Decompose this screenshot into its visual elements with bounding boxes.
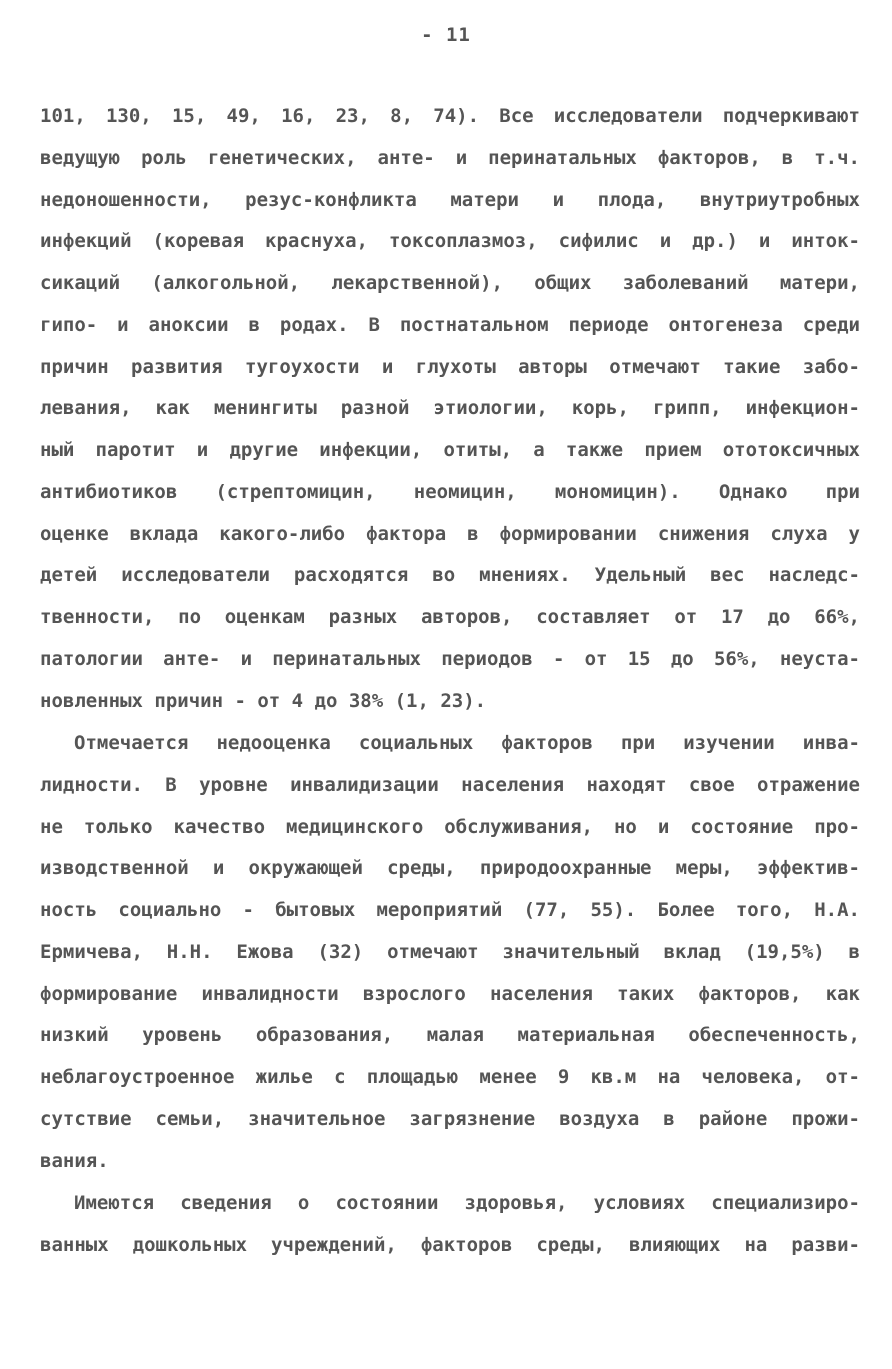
text-line: ванных дошкольных учреждений, факторов среды, влияющих на разви- [40, 1233, 860, 1256]
text-line: не только качество медицинского обслуживания, но и состояние про- [40, 815, 860, 838]
page-number: - 11 [421, 24, 471, 46]
text-line: инфекций (коревая краснуха, токсоплазмоз, сифилис и др.) и инток- [40, 230, 860, 253]
text-line: ный паротит и другие инфекции, отиты, а также прием ототоксичных [40, 439, 860, 461]
text-line: ведущую роль генетических, анте- и перинатальных факторов, в т.ч. [40, 146, 860, 169]
text-line: детей исследователи расходятся во мнениях. Удельный вес наследс- [40, 564, 860, 587]
text-line: формирование инвалидности взрослого населения таких факторов, как [40, 982, 860, 1005]
text-line: Ермичева, Н.Н. Ежова (32) отмечают значительный вклад (19,5%) в [40, 940, 860, 963]
text-line: левания, как менингиты разной этиологии, корь, грипп, инфекцион- [40, 397, 860, 420]
text-line: Отмечается недооценка социальных факторов при изучении инва- [74, 732, 860, 754]
text-line: антибиотиков (стрептомицин, неомицин, мономицин). Однако при [40, 480, 860, 503]
text-line: ность социально - бытовых мероприятий (77, 55). Более того, Н.А. [40, 899, 860, 921]
text-line: сикаций (алкогольной, лекарственной), общих заболеваний матери, [40, 272, 860, 294]
text-line: новленных причин - от 4 до 38% (1, 23). [40, 689, 487, 712]
text-line: 101, 130, 15, 49, 16, 23, 8, 74). Все исследователи подчеркивают [40, 105, 860, 127]
text-line: изводственной и окружающей среды, природоохранные меры, эффектив- [40, 857, 860, 880]
text-line: сутствие семьи, значительное загрязнение воздуха в районе прожи- [40, 1107, 860, 1130]
text-line: патологии анте- и перинатальных периодов - от 15 до 56%, неуста- [40, 647, 860, 670]
paragraph-3 [40, 1183, 860, 1267]
text-line: вания. [40, 1149, 109, 1172]
text-line: гипо- и аноксии в родах. В постнатальном периоде онтогенеза среди [40, 313, 860, 336]
text-line: оценке вклада какого-либо фактора в формировании снижения слуха у [40, 522, 860, 545]
paragraph-2 [40, 723, 860, 1182]
text-line: твенности, по оценкам разных авторов, составляет от 17 до 66%, [40, 606, 860, 628]
text-line: лидности. В уровне инвалидизации населения находят свое отражение [40, 773, 860, 796]
text-line: неблагоустроенное жилье с площадью менее 9 кв.м на человека, от- [40, 1066, 860, 1088]
paragraph-1 [40, 96, 860, 722]
text-line: недоношенности, резус-конфликта матери и плода, внутриутробных [40, 188, 860, 211]
text-line: причин развития тугоухости и глухоты авторы отмечают такие забо- [40, 355, 860, 378]
text-line: низкий уровень образования, малая материальная обеспеченность, [40, 1024, 860, 1047]
text-line: Имеются сведения о состоянии здоровья, условиях специализиро- [74, 1192, 860, 1214]
